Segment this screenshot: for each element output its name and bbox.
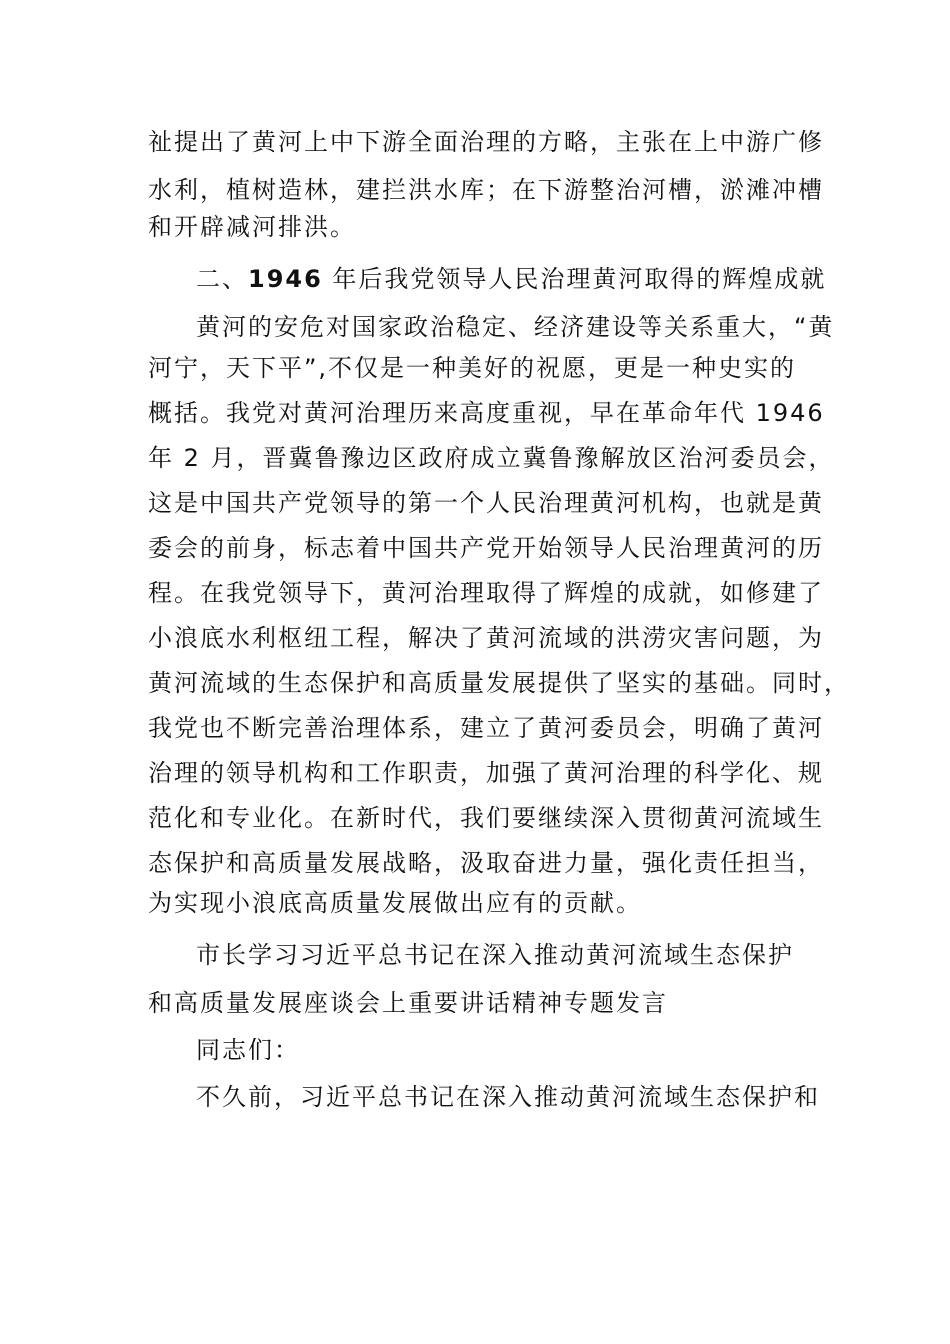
paragraph-line: 河宁，天下平”,不仅是一种美好的祝愿，更是一种史实的 — [148, 354, 797, 382]
paragraph-line: 概括。我党对黄河治理历来高度重视，早在革命年代 1946 — [148, 399, 825, 427]
text-line: 和开辟减河排洪。 — [148, 213, 356, 241]
text-line: 祉提出了黄河上中下游全面治理的方略，主张在上中游广修 — [148, 128, 824, 156]
paragraph-line: 范化和专业化。在新时代，我们要继续深入贯彻黄河流域生 — [148, 804, 824, 832]
heading-text: 年后我党领导人民治理黄河取得的辉煌成就 — [322, 265, 827, 293]
title-line: 和高质量发展座谈会上重要讲话精神专题发言 — [148, 989, 668, 1017]
paragraph-line: 程。在我党领导下，黄河治理取得了辉煌的成就，如修建了 — [148, 579, 824, 607]
section-heading — [196, 262, 827, 296]
heading-year: 1946 — [248, 265, 323, 293]
paragraph-line: 委会的前身，标志着中国共产党开始领导人民治理黄河的历 — [148, 534, 824, 562]
salutation: 同志们： — [196, 1036, 300, 1064]
paragraph-line: 黄河流域的生态保护和高质量发展提供了坚实的基础。同时， — [148, 669, 850, 697]
paragraph-line: 为实现小浪底高质量发展做出应有的贡献。 — [148, 889, 642, 917]
title-line: 市长学习习近平总书记在深入推动黄河流域生态保护 — [196, 941, 794, 969]
paragraph-line: 治理的领导机构和工作职责，加强了黄河治理的科学化、规 — [148, 759, 824, 787]
paragraph-line: 态保护和高质量发展战略，汲取奋进力量，强化责任担当， — [148, 849, 824, 877]
paragraph-line: 小浪底水利枢纽工程，解决了黄河流域的洪涝灾害问题，为 — [148, 624, 824, 652]
paragraph-line: 黄河的安危对国家政治稳定、经济建设等关系重大，“黄 — [196, 313, 835, 341]
paragraph-line: 不久前，习近平总书记在深入推动黄河流域生态保护和 — [196, 1083, 820, 1111]
heading-prefix: 二、 — [196, 265, 248, 293]
paragraph-line: 我党也不断完善治理体系，建立了黄河委员会，明确了黄河 — [148, 714, 824, 742]
text-line: 水利，植树造林，建拦洪水库；在下游整治河槽，淤滩冲槽 — [148, 176, 824, 204]
paragraph-line: 这是中国共产党领导的第一个人民治理黄河机构，也就是黄 — [148, 489, 824, 517]
paragraph-line: 年 2 月，晋冀鲁豫边区政府成立冀鲁豫解放区治河委员会， — [148, 444, 835, 472]
